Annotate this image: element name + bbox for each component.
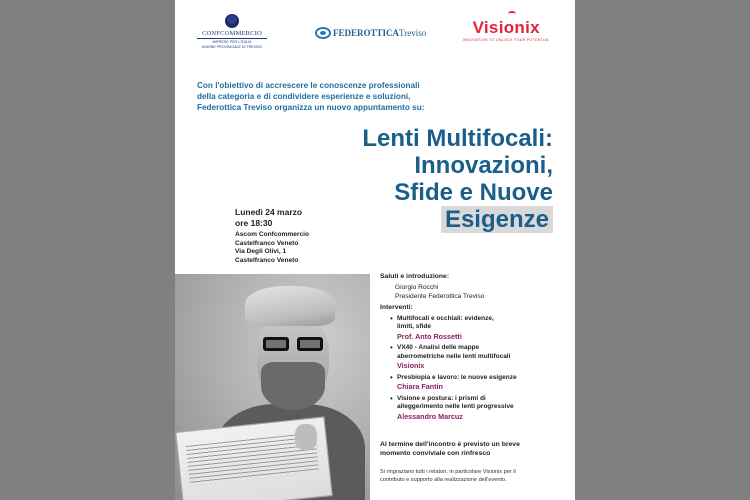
confcommercio-emblem-icon <box>225 14 239 28</box>
thanks-line: Si ringraziano tutti i relatori, in particolare Visionix per il <box>380 469 516 475</box>
confcommercio-name: CONFCOMMERCIO <box>201 30 263 37</box>
event-program <box>380 272 570 421</box>
talk-item: • Presbiopia e lavoro: le nuove esigenze Chiara Fantin <box>390 374 570 392</box>
talks-list <box>380 315 570 421</box>
event-time: ore 18:30 <box>235 217 273 228</box>
greetings-heading: Saluti e introduzione: <box>380 273 450 280</box>
visionix-swoosh-icon <box>508 11 516 17</box>
location-line: Ascom Confcommercio <box>235 231 310 238</box>
title-line-2: Innovazioni, <box>414 152 553 179</box>
confcommercio-sub2: UNIONE PROVINCIALE DI TREVISO <box>201 45 263 49</box>
talks-heading: Interventi: <box>380 304 413 311</box>
confcommercio-logo <box>197 14 267 49</box>
title-line-3: Sfide e Nuove <box>394 179 553 206</box>
talk-speaker: Chiara Fantin <box>397 382 443 392</box>
intro-text <box>197 80 517 114</box>
title-line-1: Lenti Multifocali: <box>362 125 553 152</box>
title-line-4: Esigenze <box>441 206 553 233</box>
federottica-eye-icon <box>315 27 331 39</box>
thanks-note <box>380 468 572 485</box>
talk-speaker: Prof. Anto Rossetti <box>397 331 462 341</box>
greeter-role: Presidente Federottica Treviso <box>395 293 485 300</box>
event-datetime <box>235 207 302 228</box>
event-title <box>362 125 553 233</box>
closing-line: Al termine dell'incontro è previsto un breve <box>380 441 520 448</box>
location-line: Castelfranco Veneto <box>235 239 299 247</box>
closing-note <box>380 440 570 458</box>
thanks-line: contributo e supporto alla realizzazione dell'evento. <box>380 477 507 484</box>
talk-speaker: Visionix <box>397 361 425 371</box>
talk-item: • Multifocali e occhiali: evidenze, limiti, sfide Prof. Anto Rossetti <box>390 315 570 341</box>
talk-speaker: Alessandro Marcuz <box>397 411 463 421</box>
event-flyer <box>175 0 575 500</box>
greeter-name: Giorgio Rocchi <box>395 284 439 291</box>
glasses-icon <box>263 337 323 351</box>
visionix-logo <box>463 12 549 42</box>
visionix-name: Visionix <box>472 18 540 37</box>
event-date: Lunedì 24 marzo <box>235 207 303 217</box>
confcommercio-sub: IMPRESE PER L'ITALIA <box>197 38 267 44</box>
man-reading-newspaper-photo <box>175 274 370 500</box>
intro-line: della categoria e di condividere esperienze e soluzioni, <box>197 92 411 102</box>
location-line: Via Degli Olivi, 1 <box>235 248 287 256</box>
talk-item: • Visione e postura: i prismi di alleggerimento nelle lenti progressive Alessandro Marcuz <box>390 395 570 421</box>
talk-item: • VX40 - Analisi delle mappe aberrometriche nelle lenti multifocali Visionix <box>390 344 570 370</box>
intro-line: Con l'obiettivo di accrescere le conoscenze professionali <box>197 81 420 90</box>
greeter <box>380 283 570 301</box>
visionix-tagline: INNOVATION TO UNLOCK YOUR POTENTIAL <box>463 38 550 42</box>
intro-line: Federottica Treviso organizza un nuovo appuntamento su: <box>197 103 425 113</box>
location-line: Castelfranco Veneto <box>235 256 299 264</box>
event-location <box>235 231 309 265</box>
federottica-logo <box>315 27 426 39</box>
closing-line: momento conviviale con rinfresco <box>380 450 491 458</box>
federottica-wordmark: FEDEROTTICATreviso <box>333 28 427 38</box>
